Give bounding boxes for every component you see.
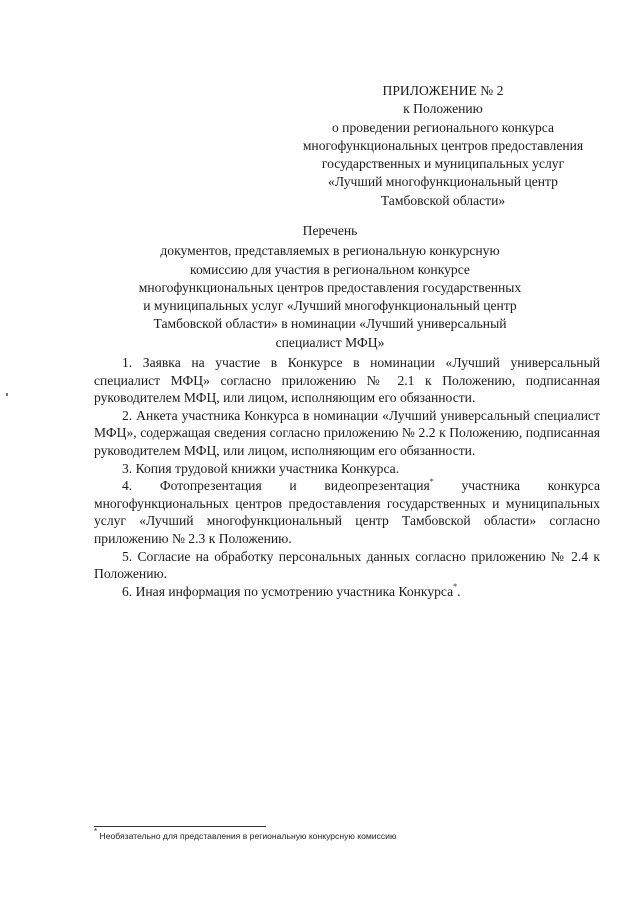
footnote-divider — [94, 826, 266, 827]
list-item — [94, 583, 600, 601]
appendix-line: к Положению — [403, 101, 483, 117]
list-item-text: участника конкурса многофункциональных центров предоставления государственных и муниципальных услуг «Лучший многофункциональный центр Тамбовской области» согласно приложению № 2.3 к Положению. — [94, 478, 600, 546]
title-line: специалист МФЦ» — [275, 334, 385, 350]
title-line: документов, представляемых в региональную конкурсную — [160, 243, 500, 259]
list-item-text: 4. Фотопрезентация и видеопрезентация — [122, 478, 430, 494]
appendix-header — [270, 82, 616, 210]
scan-speck — [6, 393, 8, 396]
list-item: 5. Согласие на обработку персональных данных согласно приложению № 2.4 к Положению. — [94, 548, 600, 582]
list-item: 2. Анкета участника Конкурса в номинации «Лучший универсальный специалист МФЦ», содержащая сведения согласно приложению № 2.2 к Положению, подписанная руководителем МФЦ, или лицом, исполняющим его обязанности. — [94, 407, 600, 458]
appendix-number: ПРИЛОЖЕНИЕ № 2 — [382, 83, 504, 98]
appendix-line: Тамбовской области» — [380, 192, 506, 208]
list-item — [94, 477, 600, 547]
title-word: Перечень — [302, 223, 358, 238]
list-item-text: . — [457, 583, 461, 599]
title-line: комиссию для участия в региональном конкурсе — [190, 261, 470, 277]
title-line: многофункциональных центров предоставления государственных — [138, 279, 522, 295]
appendix-line: о проведении регионального конкурса — [331, 119, 555, 135]
document-title — [80, 222, 580, 352]
appendix-line: государственных и муниципальных услуг — [321, 156, 565, 172]
footnote-mark: * — [94, 827, 98, 837]
list-item: 3. Копия трудовой книжки участника Конкурса. — [122, 460, 400, 476]
title-line: Тамбовской области» в номинации «Лучший универсальный — [153, 316, 507, 332]
footnote-ref: * — [429, 476, 434, 486]
footnote-ref: * — [453, 582, 458, 592]
list-item: 1. Заявка на участие в Конкурсе в номинации «Лучший универсальный специалист МФЦ» согласно приложению № 2.1 к Положению, подписанная руководителем МФЦ, или лицом, исполняющим его обязанности. — [94, 355, 600, 406]
title-line: и муниципальных услуг «Лучший многофункциональный центр — [143, 298, 517, 314]
appendix-line: «Лучший многофункциональный центр — [328, 174, 558, 190]
appendix-line: многофункциональных центров предоставления — [302, 137, 584, 153]
footnote-text: Необязательно для представления в региональную конкурсную комиссию — [97, 831, 397, 841]
document-list — [94, 354, 600, 600]
footnote — [94, 827, 594, 841]
list-item-text: 6. Иная информация по усмотрению участника Конкурса — [122, 583, 454, 599]
